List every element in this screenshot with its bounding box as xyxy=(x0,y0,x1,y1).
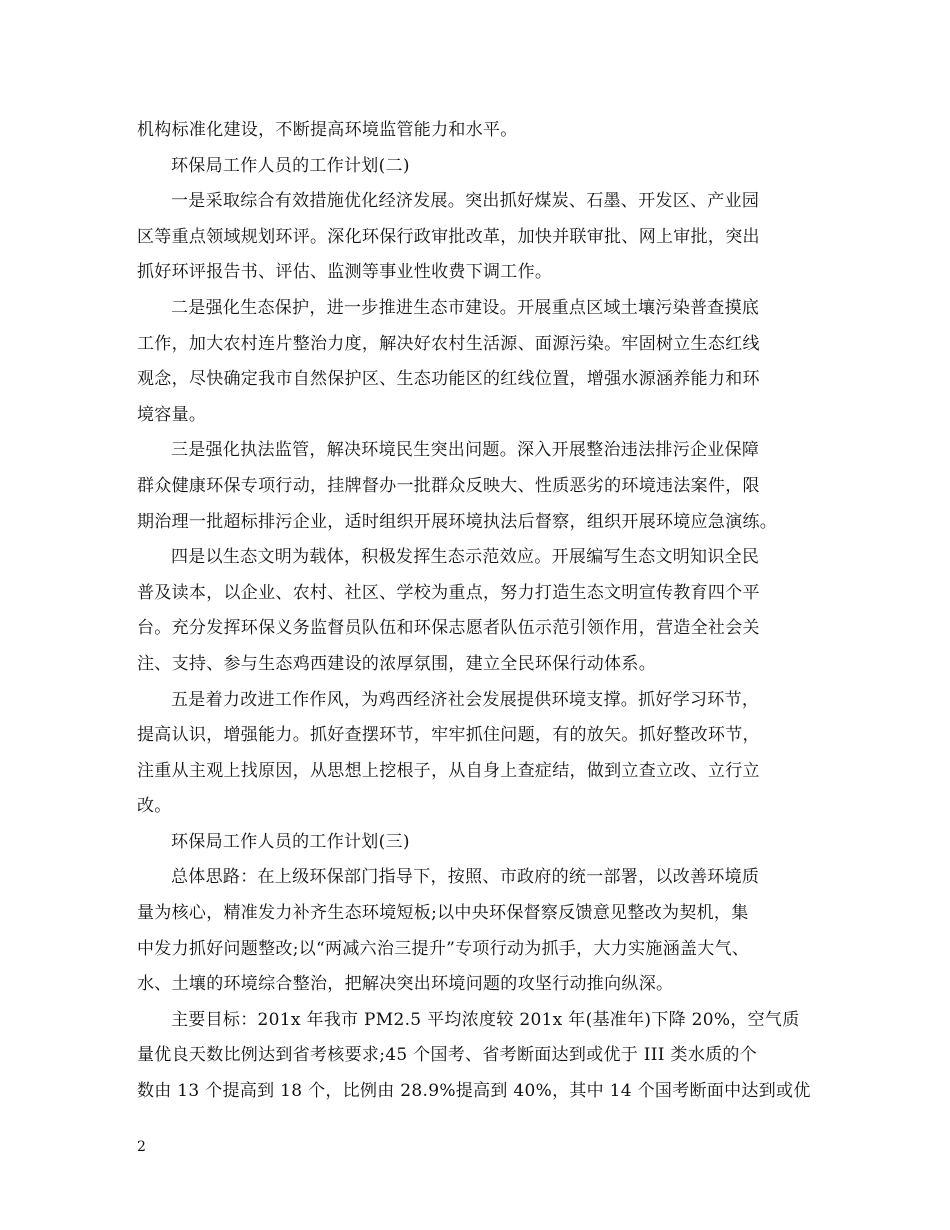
text-line: 一是采取综合有效措施优化经济发展。突出抓好煤炭、石墨、开发区、产业园 xyxy=(171,191,760,212)
text-line: 水、土壤的环境综合整治，把解决突出环境问题的攻坚行动推向纵深。 xyxy=(137,974,674,995)
text-line: 观念，尽快确定我市自然保护区、生态功能区的红线位置，增强水源涵养能力和环 xyxy=(137,369,760,390)
text-line: 量优良天数比例达到省考核要求;45 个国考、省考断面达到或优于 III 类水质的个 xyxy=(137,1045,758,1066)
text-line: 台。充分发挥环保义务监督员队伍和环保志愿者队伍示范引领作用，营造全社会关 xyxy=(137,618,760,639)
text-line: 量为核心，精准发力补齐生态环境短板;以中央环保督察反馈意见整改为契机，集 xyxy=(137,903,749,924)
text-line: 三是强化执法监管，解决环境民生突出问题。深入开展整治违法排污企业保障 xyxy=(171,440,760,461)
text-line: 五是着力改进工作作风，为鸡西经济社会发展提供环境支撑。抓好学习环节， xyxy=(171,689,760,710)
text-line: 四是以生态文明为载体，积极发挥生态示范效应。开展编写生态文明知识全民 xyxy=(171,547,760,568)
page-number: 2 xyxy=(137,1139,146,1155)
text-line: 二是强化生态保护，进一步推进生态市建设。开展重点区域土壤污染普查摸底 xyxy=(171,297,760,318)
text-line: 抓好环评报告书、评估、监测等事业性收费下调工作。 xyxy=(137,262,553,283)
text-line: 注、支持、参与生态鸡西建设的浓厚氛围，建立全民环保行动体系。 xyxy=(137,653,656,674)
text-line: 境容量。 xyxy=(137,404,207,425)
text-line: 工作，加大农村连片整治力度，解决好农村生活源、面源污染。牢固树立生态红线 xyxy=(137,333,760,354)
text-line: 中发力抓好问题整改;以“两减六治三提升”专项行动为抓手，大力实施涵盖大气、 xyxy=(137,938,750,959)
text-line: 改。 xyxy=(137,796,172,817)
text-line: 机构标准化建设，不断提高环境监管能力和水平。 xyxy=(137,120,518,140)
text-line: 群众健康环保专项行动，挂牌督办一批群众反映大、性质恶劣的环境违法案件，限 xyxy=(137,475,760,496)
section-heading: 环保局工作人员的工作计划(三) xyxy=(171,831,410,852)
text-line: 普及读本，以企业、农村、社区、学校为重点，努力打造生态文明宣传教育四个平 xyxy=(137,582,760,603)
text-line: 注重从主观上找原因，从思想上挖根子，从自身上查症结，做到立查立改、立行立 xyxy=(137,760,760,781)
section-heading: 环保局工作人员的工作计划(二) xyxy=(171,155,410,176)
document-body xyxy=(137,113,837,1110)
text-line: 区等重点领域规划环评。深化环保行政审批改革，加快并联审批、网上审批，突出 xyxy=(137,226,760,247)
text-line: 提高认识，增强能力。抓好查摆环节，牢牢抓住问题，有的放矢。抓好整改环节， xyxy=(137,725,760,746)
text-line: 总体思路：在上级环保部门指导下，按照、市政府的统一部署，以改善环境质 xyxy=(171,867,760,888)
text-line: 期治理一批超标排污企业，适时组织开展环境执法后督察，组织开展环境应急演练。 xyxy=(137,511,778,532)
text-line: 数由 13 个提高到 18 个，比例由 28.9%提高到 40%，其中 14 个国考断面中达到或优 xyxy=(137,1081,811,1102)
text-line: 主要目标：201x 年我市 PM2.5 平均浓度较 201x 年(基准年)下降 20%，空气质 xyxy=(171,1009,800,1030)
